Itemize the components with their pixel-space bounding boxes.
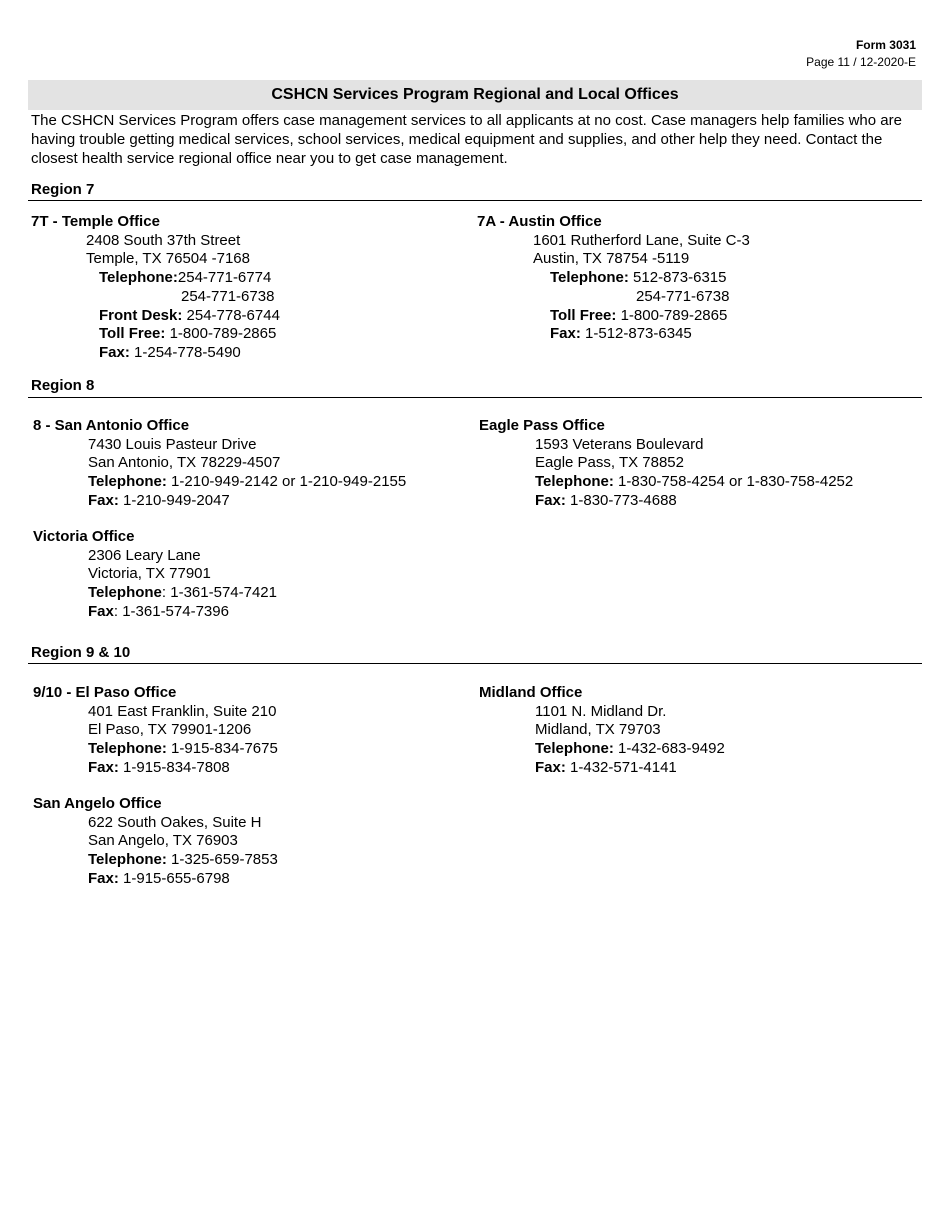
office-telephone-alt: 254-771-6738 [636, 287, 730, 305]
fax-label: Fax: [99, 343, 130, 361]
form-number: Form 3031 [855, 38, 916, 52]
office-city: El Paso, TX 79901-1206 [88, 721, 252, 739]
intro-paragraph: The CSHCN Services Program offers case management services to all applicants at no cost. Case managers help families who are having trouble getting medical services, school services, medical equipment and supplies, and other help they need. Contact the closest health service regional office near you to get case management. [31, 112, 902, 167]
telephone-colon: : [161, 584, 167, 602]
region-8-divider [28, 397, 922, 398]
toll-free-value: 1-800-789-2865 [165, 325, 277, 343]
telephone-value: 1-325-659-7853 [166, 851, 278, 869]
office-name: 9/10 - El Paso Office [33, 684, 177, 701]
office-telephone [479, 740, 725, 759]
fax-value: 1-361-574-7396 [118, 602, 229, 620]
office-toll-free [477, 307, 750, 326]
office-telephone [33, 473, 406, 492]
office-telephone [479, 473, 853, 492]
office-city: Victoria, TX 77901 [88, 565, 211, 583]
office-fax [479, 492, 853, 511]
fax-value: 1-254-778-5490 [129, 343, 241, 361]
office-fax [33, 870, 278, 889]
office-name: Eagle Pass Office [479, 417, 605, 434]
office-city: San Antonio, TX 78229-4507 [88, 454, 281, 472]
office-street: 1101 N. Midland Dr. [535, 702, 667, 720]
telephone-label: Telephone: [88, 740, 167, 758]
telephone-label: Telephone: [535, 473, 614, 491]
telephone-value: 1-432-683-9492 [613, 740, 725, 758]
telephone-value: 1-830-758-4254 or 1-830-758-4252 [613, 473, 854, 491]
telephone-value: 254-771-6774 [177, 269, 272, 287]
page-number: Page 11 / 12-2020-E [806, 55, 916, 69]
office-fax [33, 603, 277, 622]
fax-label: Fax: [535, 758, 566, 776]
fax-value: 1-210-949-2047 [118, 491, 230, 509]
office-name: San Angelo Office [33, 795, 162, 812]
fax-label: Fax: [550, 325, 581, 343]
telephone-value: 1-915-834-7675 [166, 740, 278, 758]
toll-free-value: 1-800-789-2865 [616, 306, 728, 324]
san-angelo-office [33, 795, 278, 889]
toll-free-label: Toll Free: [99, 325, 166, 343]
fax-value: 1-512-873-6345 [580, 325, 692, 343]
office-fax [33, 492, 406, 511]
office-front-desk [31, 307, 280, 326]
office-fax [479, 759, 725, 778]
telephone-label: Telephone: [99, 269, 178, 287]
fax-value: 1-432-571-4141 [565, 758, 677, 776]
fax-label: Fax: [535, 491, 566, 509]
office-street: 1601 Rutherford Lane, Suite C-3 [533, 231, 750, 249]
office-city: Austin, TX 78754 -5119 [533, 250, 690, 268]
office-telephone [477, 269, 750, 288]
fax-label: Fax: [88, 758, 119, 776]
office-city: Midland, TX 79703 [535, 721, 661, 739]
fax-label: Fax [88, 602, 114, 620]
office-street: 2408 South 37th Street [86, 231, 241, 249]
office-name: 7A - Austin Office [477, 213, 602, 230]
region-7-divider [28, 200, 922, 201]
front-desk-value: 254-778-6744 [182, 306, 280, 324]
telephone-value: 1-210-949-2142 or 1-210-949-2155 [166, 473, 407, 491]
office-name: Midland Office [479, 684, 583, 701]
office-street: 622 South Oakes, Suite H [88, 813, 262, 831]
telephone-label: Telephone: [535, 740, 614, 758]
eagle-pass-office [479, 417, 853, 511]
region-7-heading: Region 7 [31, 181, 95, 198]
office-street: 1593 Veterans Boulevard [535, 435, 704, 453]
telephone-value: 1-361-574-7421 [166, 584, 277, 602]
office-fax [33, 759, 278, 778]
fax-value: 1-830-773-4688 [565, 491, 677, 509]
region-8-heading: Region 8 [31, 377, 95, 394]
office-telephone-alt: 254-771-6738 [181, 287, 275, 305]
office-city: Eagle Pass, TX 78852 [535, 454, 684, 472]
fax-value: 1-915-834-7808 [118, 758, 230, 776]
office-city: Temple, TX 76504 -7168 [86, 250, 250, 268]
toll-free-label: Toll Free: [550, 306, 617, 324]
fax-label: Fax: [88, 869, 119, 887]
temple-office [31, 213, 280, 363]
victoria-office [33, 528, 277, 622]
office-telephone [33, 851, 278, 870]
office-telephone [31, 269, 280, 288]
office-telephone [33, 584, 277, 603]
office-name: Victoria Office [33, 528, 135, 545]
office-street: 401 East Franklin, Suite 210 [88, 702, 277, 720]
office-name: 7T - Temple Office [31, 213, 160, 230]
region-9-10-heading: Region 9 & 10 [31, 644, 131, 661]
fax-colon: : [113, 602, 119, 620]
front-desk-label: Front Desk: [99, 306, 183, 324]
fax-label: Fax: [88, 491, 119, 509]
region-9-10-divider [28, 663, 922, 664]
telephone-label: Telephone: [88, 473, 167, 491]
telephone-value: 512-873-6315 [628, 269, 727, 287]
office-fax [477, 325, 750, 344]
office-toll-free [31, 325, 280, 344]
office-street: 7430 Louis Pasteur Drive [88, 435, 257, 453]
office-street: 2306 Leary Lane [88, 546, 201, 564]
office-fax [31, 344, 280, 363]
telephone-label: Telephone: [88, 851, 167, 869]
telephone-label: Telephone: [550, 269, 629, 287]
fax-value: 1-915-655-6798 [118, 869, 230, 887]
office-city: San Angelo, TX 76903 [88, 832, 238, 850]
san-antonio-office [33, 417, 406, 511]
el-paso-office [33, 684, 278, 778]
telephone-label: Telephone [88, 584, 162, 602]
office-name: 8 - San Antonio Office [33, 417, 190, 434]
page-title: CSHCN Services Program Regional and Local Offices [28, 80, 922, 110]
midland-office [479, 684, 725, 778]
austin-office [477, 213, 750, 344]
office-telephone [33, 740, 278, 759]
